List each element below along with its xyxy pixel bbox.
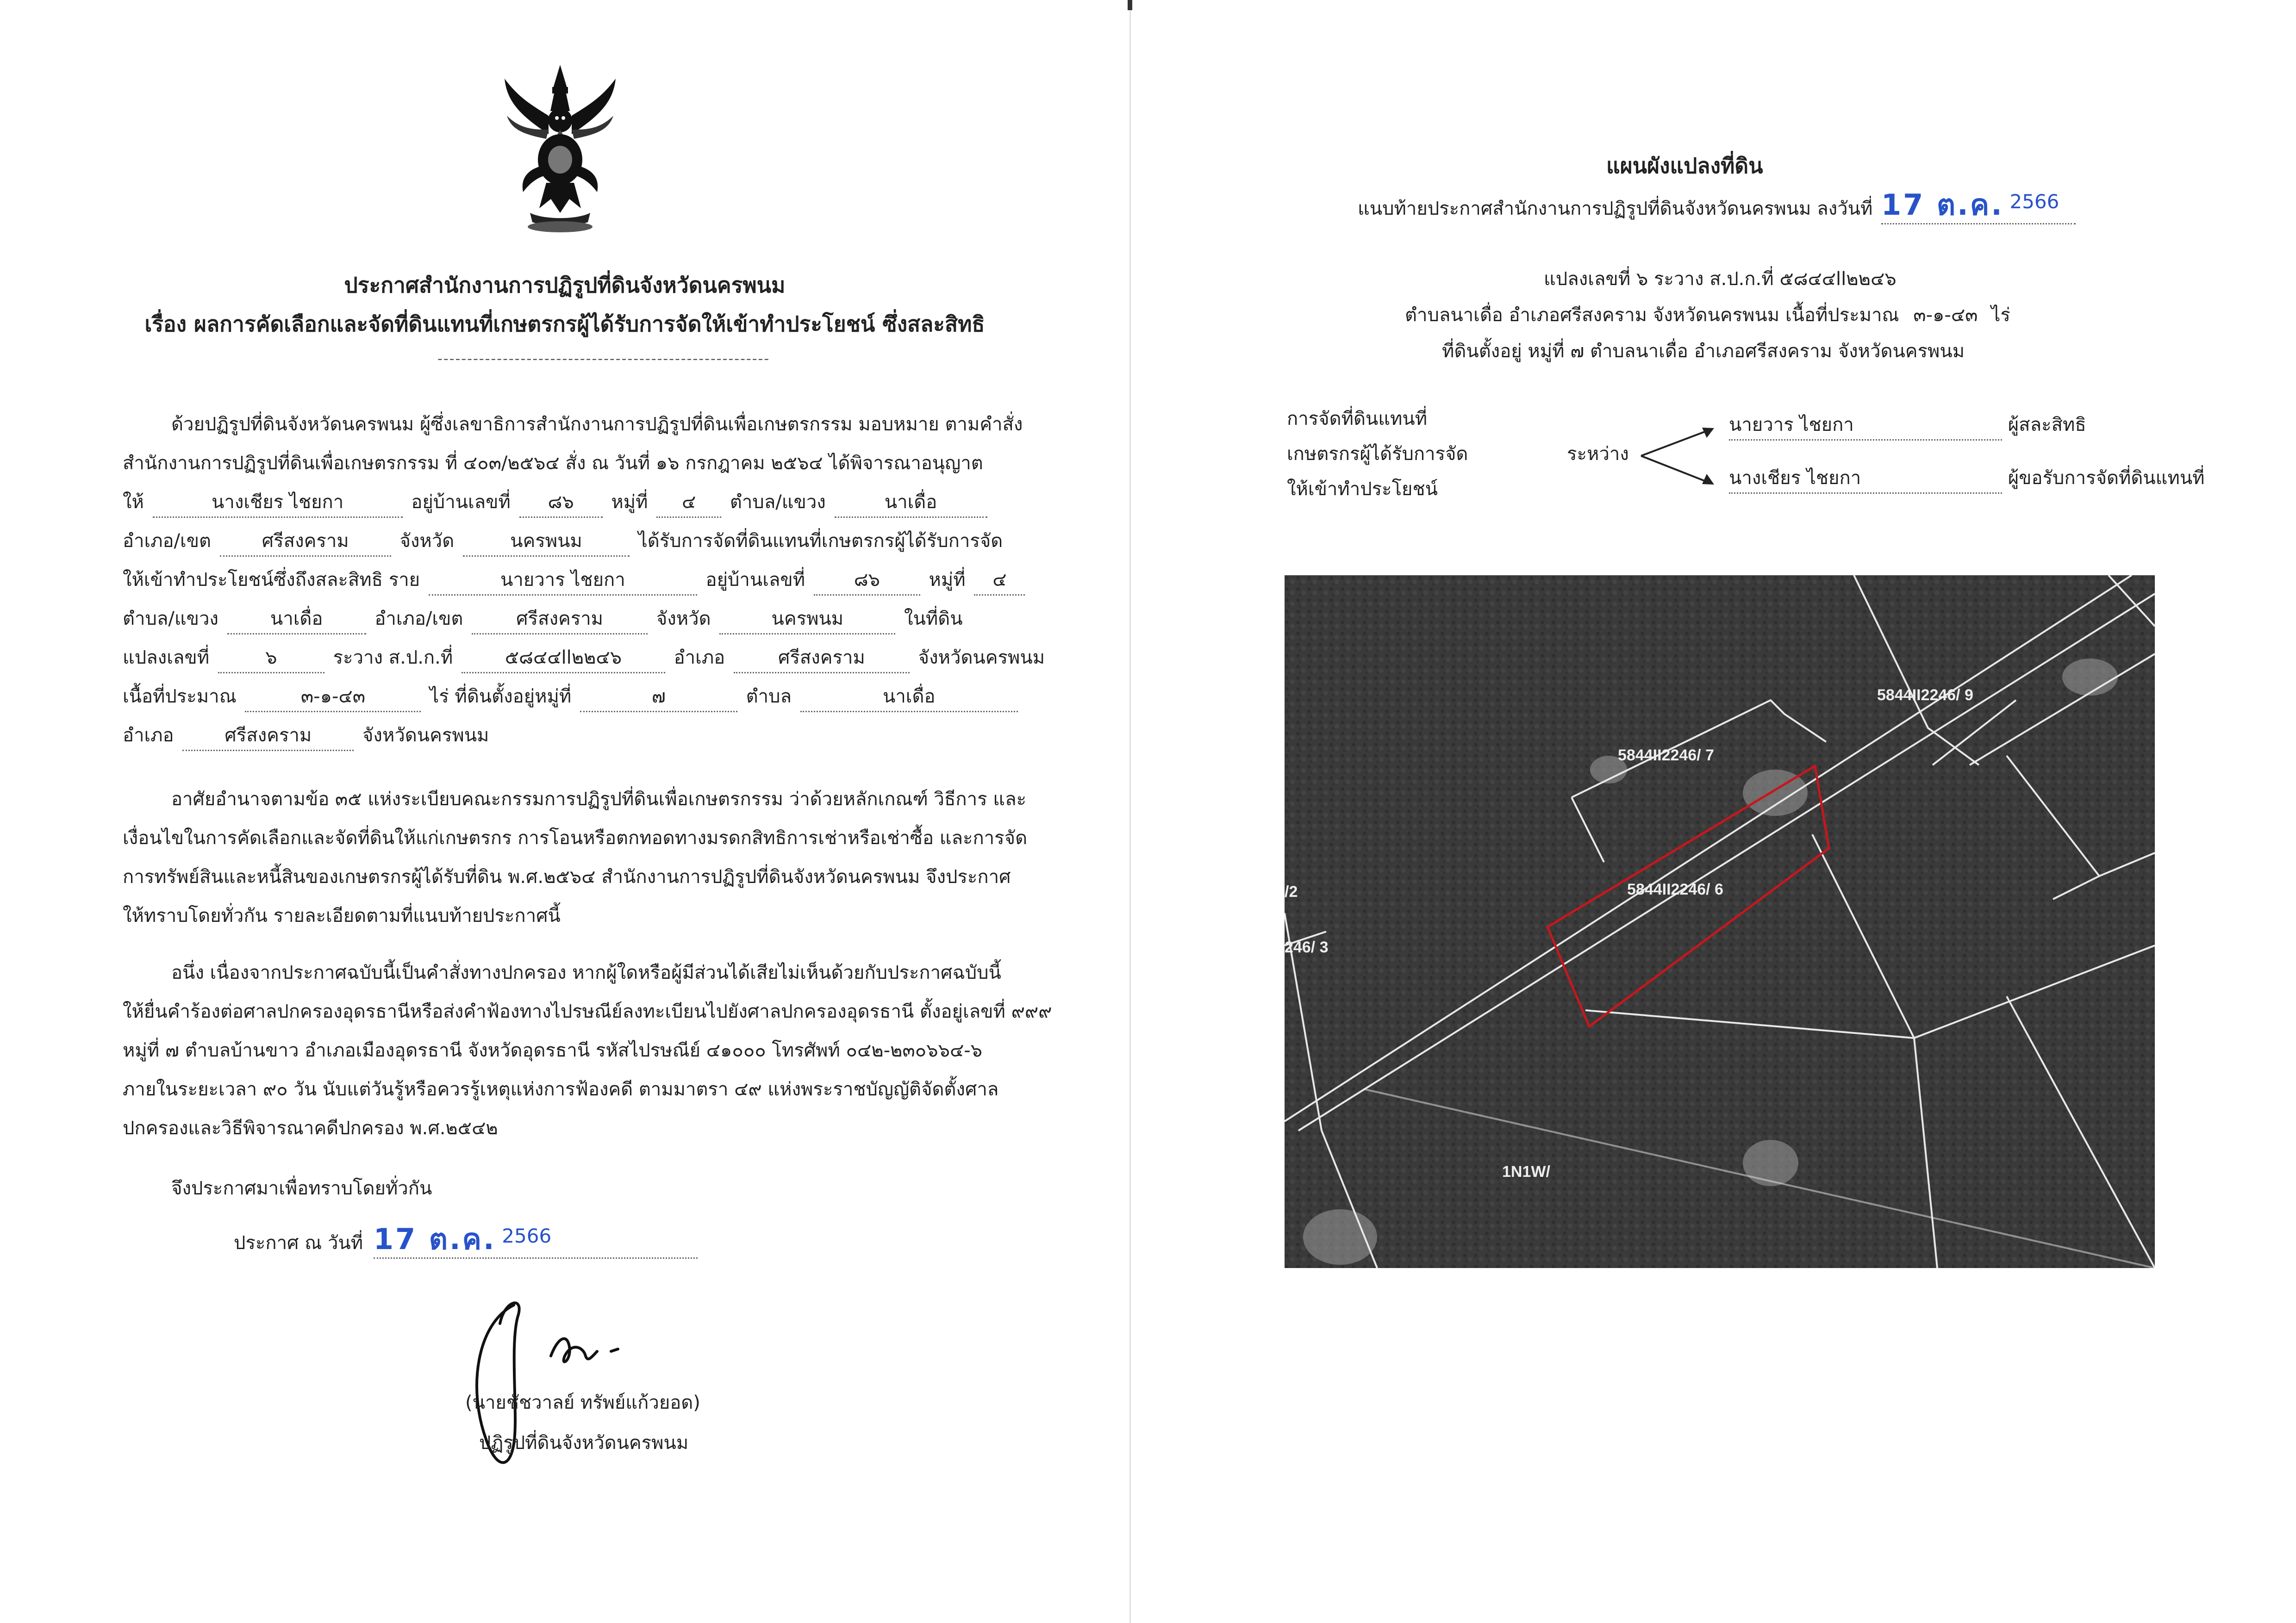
field-label: ตำบล/แขวง <box>123 608 218 629</box>
satellite-background <box>1285 575 2155 1268</box>
province-field: นครพนม <box>463 527 630 557</box>
moo-field: ๔ <box>656 488 721 518</box>
allocation-label-line1: การจัดที่ดินแทนที่ <box>1287 408 1428 429</box>
field-label: ให้ <box>123 491 144 513</box>
para1-line1: ด้วยปฏิรูปที่ดินจังหวัดนครพนม ผู้ซึ่งเลขาธิการสำนักงานการปฏิรูปที่ดินเพื่อเกษตรกรรม มอบหมาย ตามคำสั่ง <box>171 414 1023 435</box>
area-field: ๓-๑-๔๓ <box>245 682 421 712</box>
field-label: อำเภอ/เขต <box>374 608 463 629</box>
para1-line7 <box>123 638 1044 677</box>
allocation-label-line3: ให้เข้าทำประโยชน์ <box>1287 479 1438 500</box>
para2-line1: อาศัยอำนาจตามข้อ ๓๕ แห่งระเบียบคณะกรรมการปฏิรูปที่ดินเพื่อเกษตรกรรม ว่าด้วยหลักเกณฑ์ วิธีการ และ <box>171 789 1027 810</box>
moo-field: ๔ <box>974 566 1025 596</box>
area-unit: ไร่ <box>1991 305 2010 326</box>
province-field: นครพนม <box>719 604 895 634</box>
location-line <box>1405 300 2010 330</box>
location-text: ตำบลนาเดื่อ อำเภอศรีสงคราม จังหวัดนครพนม เนื้อที่ประมาณ <box>1405 305 1899 326</box>
amphoe-field: ศรีสงคราม <box>182 721 354 751</box>
field-label: ระวาง ส.ป.ก.ที่ <box>333 647 453 668</box>
field-label: จังหวัด <box>399 530 455 552</box>
map-subtitle <box>1358 187 2076 224</box>
moo-field: ๗ <box>580 682 737 712</box>
tambon-field: นาเดื่อ <box>800 682 1018 712</box>
announcement-page <box>0 0 1129 1623</box>
amphoe-field: ศรีสงคราม <box>472 604 648 634</box>
spk-sheet-field: ๕๘๔๔ll๒๒๔๖ <box>462 643 665 673</box>
party2-name: นางเชียร ไชยกา <box>1729 464 2002 494</box>
original-holder-field: นายวาร ไชยกา <box>429 566 697 596</box>
map-label-parcel-2: /2 <box>1285 883 1298 901</box>
para2-line2: เงื่อนไขในการคัดเลือกและจัดที่ดินให้แก่เกษตรกร การโอนหรือตกทอดทางมรดกสิทธิการเช่าหรือเช่าซื้อ และการจัด <box>123 827 1028 849</box>
tambon-field: นาเดื่อ <box>227 604 366 634</box>
field-label: อยู่บ้านเลขที่ <box>411 491 511 513</box>
field-label: อยู่บ้านเลขที่ <box>705 569 805 591</box>
field-label: ตำบล/แขวง <box>730 491 826 513</box>
para1-line5 <box>123 560 1044 599</box>
plot-number-field: ๖ <box>218 643 324 673</box>
site-line: ที่ดินตั้งอยู่ หมู่ที่ ๗ ตำบลนาเดื่อ อำเภอศรีสงคราม จังหวัดนครพนม <box>1442 341 1965 362</box>
announce-year-stamp: 2566 <box>502 1225 552 1247</box>
field-label: อำเภอ <box>123 725 174 746</box>
paragraph-authority <box>123 780 1044 935</box>
closing-statement: จึงประกาศมาเพื่อทราบโดยทั่วกัน <box>171 1178 432 1199</box>
field-label: ตำบล <box>746 686 792 707</box>
para2-line4: ให้ทราบโดยทั่วกัน รายละเอียดตามที่แนบท้ายประกาศนี้ <box>123 905 561 927</box>
field-label: ในที่ดิน <box>904 608 963 629</box>
map-year-stamp: 2566 <box>2009 190 2059 213</box>
house-number-field: ๘๖ <box>519 488 603 518</box>
signer-name: (นายชัชวาลย์ ทรัพย์แก้วยอด) <box>465 1392 700 1413</box>
para3-line2: ให้ยื่นคำร้องต่อศาลปกครองอุดรธานีหรือส่งคำฟ้องทางไปรษณีย์ลงทะเบียนไปยังศาลปกครองอุดรธานี ตั้งอยู่เลขที่ ๙๙๙ <box>123 1001 1052 1022</box>
para1-line4 <box>123 522 1044 560</box>
party1-role: ผู้สละสิทธิ <box>2008 414 2086 435</box>
recipient-name-field: นางเชียร ไชยกา <box>153 488 403 518</box>
para1-line2: สำนักงานการปฏิรูปที่ดินเพื่อเกษตรกรรม ที่ ๔๐๓/๒๕๖๔ สั่ง ณ วันที่ ๑๖ กรกฎาคม ๒๕๖๔ ได้พิจารณาอนุญาต <box>123 453 983 474</box>
para1-line8 <box>123 677 1044 716</box>
field-label: ให้เข้าทำประโยชน์ซึ่งถึงสละสิทธิ ราย <box>123 569 420 591</box>
para3-line1: อนึ่ง เนื่องจากประกาศฉบับนี้เป็นคำสั่งทางปกครอง หากผู้ใดหรือผู้มีส่วนได้เสียไม่เห็นด้วยกับประกาศฉบับนี้ <box>171 962 1001 983</box>
announce-date-field <box>374 1222 698 1259</box>
map-label-parcel-7: 5844II2246/ 7 <box>1618 746 1714 764</box>
announcement-subject: เรื่อง ผลการคัดเลือกและจัดที่ดินแทนที่เกษตรกรผู้ได้รับการจัดให้เข้าทำประโยชน์ ซึ่งสละสิทธิ <box>144 311 985 336</box>
announcement-title: ประกาศสำนักงานการปฏิรูปที่ดินจังหวัดนครพนม <box>344 273 786 298</box>
field-label: ได้รับการจัดที่ดินแทนที่เกษตรกรผู้ได้รับการจัด <box>638 530 1003 552</box>
field-label: จังหวัดนครพนม <box>918 647 1045 668</box>
field-label: ไร่ ที่ดินตั้งอยู่หมู่ที่ <box>430 686 572 707</box>
para1-line3 <box>123 483 1044 522</box>
field-label: เนื้อที่ประมาณ <box>123 686 237 707</box>
map-label-sheet: 1N1W/ <box>1502 1163 1550 1181</box>
para1-line6 <box>123 599 1044 638</box>
announce-date-stamp: 17 ต.ค. <box>373 1222 496 1256</box>
para1-line9 <box>123 716 1044 755</box>
announce-date-row <box>234 1222 698 1259</box>
field-label: หมู่ที่ <box>929 569 966 591</box>
house-number-field: ๘๖ <box>814 566 920 596</box>
signer-title: ปฏิรูปที่ดินจังหวัดนครพนม <box>479 1432 689 1454</box>
map-label-parcel-9: 5844II2246/ 9 <box>1877 686 1973 704</box>
field-label: จังหวัด <box>656 608 711 629</box>
field-label: แปลงเลขที่ <box>123 647 210 668</box>
plot-line: แปลงเลขที่ ๖ ระวาง ส.ป.ก.ที่ ๕๘๔๔ll๒๒๔๖ <box>1544 268 1897 290</box>
paragraph-appeal <box>123 953 1052 1148</box>
parcel-map <box>1285 575 2155 1268</box>
field-label: อำเภอ <box>674 647 725 668</box>
party1-name: นายวาร ไชยกา <box>1729 410 2002 441</box>
party2-role: ผู้ขอรับการจัดที่ดินแทนที่ <box>2008 467 2205 489</box>
between-label: ระหว่าง <box>1567 443 1629 465</box>
map-date-field <box>1881 187 2076 224</box>
announce-date-label: ประกาศ ณ วันที่ <box>234 1232 363 1254</box>
area-value: ๓-๑-๔๓ <box>1913 305 1978 326</box>
field-label: อำเภอ/เขต <box>123 530 212 552</box>
arrow-down-icon <box>1702 474 1714 485</box>
party2-row <box>1729 463 2205 494</box>
amphoe-field: ศรีสงคราม <box>220 527 391 557</box>
allocation-label-line2: เกษตรกรผู้ได้รับการจัด <box>1287 443 1468 465</box>
para3-line5: ปกครองและวิธีพิจารณาคดีปกครอง พ.ศ.๒๕๔๒ <box>123 1118 498 1139</box>
field-label: หมู่ที่ <box>611 491 648 513</box>
para3-line4: ภายในระยะเวลา ๙๐ วัน นับแต่วันรู้หรือควรรู้เหตุแห่งการฟ้องคดี ตามมาตรา ๔๙ แห่งพระราชบัญญัติจัดตั้งศาล <box>123 1079 999 1100</box>
map-label-parcel-3: 246/ 3 <box>1285 939 1329 956</box>
party1-row <box>1729 410 2086 441</box>
map-subtitle-text: แนบท้ายประกาศสำนักงานการปฏิรูปที่ดินจังหวัดนครพนม ลงวันที่ <box>1358 198 1873 219</box>
paragraph-allocation <box>123 405 1044 755</box>
amphoe-field: ศรีสงคราม <box>734 643 910 673</box>
tambon-field: นาเดื่อ <box>835 488 987 518</box>
field-label: จังหวัดนครพนม <box>362 725 489 746</box>
branch-arrows <box>1636 421 1720 491</box>
map-title: แผนผังแปลงที่ดิน <box>1606 153 1763 178</box>
map-label-parcel-6: 5844II2246/ 6 <box>1627 881 1723 898</box>
para3-line3: หมู่ที่ ๗ ตำบลบ้านขาว อำเภอเมืองอุดรธานี จังหวัดอุดรธานี รหัสไปรษณีย์ ๔๑๐๐๐ โทรศัพท์ ๐๔๒-๒๓๐๖๖๔-๖ <box>123 1040 983 1061</box>
garuda-emblem-icon <box>502 60 618 236</box>
title-separator: -------------------------------------------------------- <box>437 351 770 367</box>
map-date-stamp: 17 ต.ค. <box>1881 188 2004 222</box>
para2-line3: การทรัพย์สินและหนี้สินของเกษตรกรผู้ได้รับที่ดิน พ.ศ.๒๕๖๔ สำนักงานการปฏิรูปที่ดินจังหวัดนครพนม จึงประกาศ <box>123 866 1011 888</box>
